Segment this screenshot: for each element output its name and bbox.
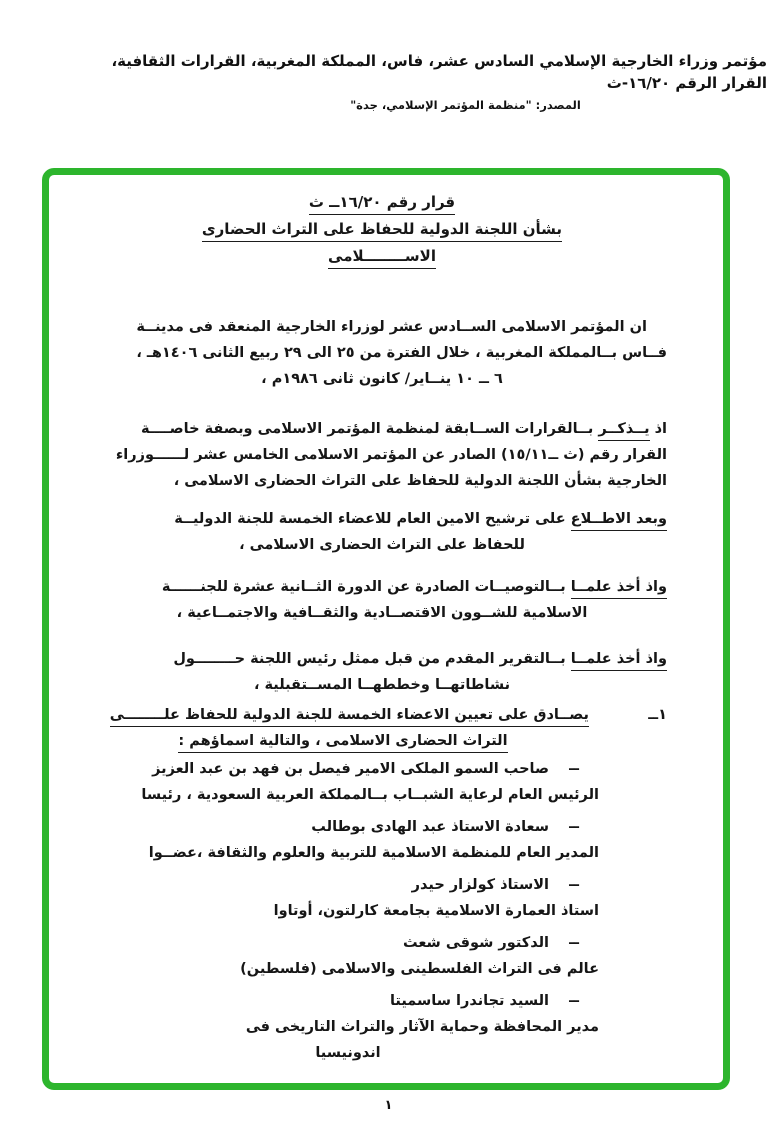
paragraph-line: للحفاظ على التراث الحضارى الاسلامى ، (239, 537, 525, 553)
paragraph-line: ان المؤتمر الاسلامى الســادس عشر لوزراء الخارجية المنعقد فى مدينــة (136, 319, 647, 335)
member-role: عالم فى التراث الفلسطينى والاسلامى (فلسطين) (240, 961, 599, 977)
member-role: استاذ العمارة الاسلامية بجامعة كارلتون، أوتاوا (273, 903, 599, 919)
paragraph-line: وبعد الاطــلاع على ترشيح الامين العام للاعضاء الخمسة للجنة الدوليــة (97, 506, 667, 532)
member-entry-4 (97, 930, 667, 982)
paragraph-line: ٦ ــ ١٠ ينــاير/ كانون ثانى ١٩٨٦م ، (261, 371, 503, 387)
paragraph-line: القرار رقم (ث ــ١٥/١١) الصادر عن المؤتمر الاسلامى الخامس عشر لــــــوزراء (115, 447, 667, 463)
paragraph-2 (97, 416, 667, 494)
item-line (97, 702, 589, 728)
member-name: صاحب السمو الملكى الامير فيصل بن فهد بن عبد العزيز (152, 761, 549, 777)
member-entry-5 (97, 988, 667, 1066)
document-content (49, 175, 723, 1066)
resolution-title-line-1: قرار رقم ١٦/٢٠ــ ث (97, 189, 667, 216)
member-entry-1 (97, 756, 667, 808)
paragraph-line: الخارجية بشأن اللجنة الدولية للحفاظ على التراث الحضارى الاسلامى ، (173, 473, 667, 489)
member-name: سعادة الاستاذ عبد الهادى بوطالب (311, 819, 549, 835)
underlined-text: التراث الحضارى الاسلامى ، والتالية اسماؤهم : (178, 733, 507, 753)
member-name: الاستاذ كولزار حيدر (411, 877, 549, 893)
member-role: مدير المحافظة وحماية الآثار والتراث التاريخى فى (245, 1019, 599, 1035)
page-header (0, 50, 777, 112)
paragraph-line: فــاس بــالمملكة المغربية ، خلال الفترة من ٢٥ الى ٢٩ ربيع الثانى ١٤٠٦هـ ، (136, 345, 667, 361)
underlined-text: يصــادق على تعيين الاعضاء الخمسة للجنة الدولية للحفاظ علــــــــى (110, 707, 589, 727)
paragraph-3 (97, 506, 667, 558)
underlined-lead: وبعد الاطــلاع (571, 511, 667, 531)
underlined-lead: يــذكــر (598, 421, 649, 441)
dash-marker-icon: ــ (569, 874, 579, 890)
dash-marker-icon: ــ (569, 990, 579, 1006)
operative-item-1 (97, 702, 667, 754)
member-role: الرئيس العام لرعاية الشبــاب بــالمملكة العربية السعودية ، رئيسا (141, 787, 599, 803)
item-number: ١ــ (648, 707, 667, 723)
member-entry-2 (97, 814, 667, 866)
resolution-title-line-2: بشأن اللجنة الدولية للحفاظ على التراث الحضارى (97, 216, 667, 243)
source-line: المصدر: "منظمة المؤتمر الإسلامي، جدة" (350, 98, 581, 112)
paragraph-4 (97, 574, 667, 626)
paragraph-line: واذ أخذ علمــا بــالتقرير المقدم من قبل ممثل رئيس اللجنة حــــــــول (97, 646, 667, 672)
dash-marker-icon: ــ (569, 932, 579, 948)
paragraph-1 (97, 314, 667, 392)
paragraph-line: واذ أخذ علمــا بــالتوصيــات الصادرة عن الدورة الثــانية عشرة للجنــــــة (97, 574, 667, 600)
paragraph-line: نشاطاتهــا وخططهــا المســتقبلية ، (253, 677, 511, 693)
resolution-title (97, 189, 667, 270)
member-name: الدكتور شوقى شعث (403, 935, 549, 951)
underlined-lead: واذ أخذ علمــا (571, 651, 667, 671)
underlined-lead: واذ أخذ علمــا (571, 579, 667, 599)
member-role: المدير العام للمنظمة الاسلامية للتربية والعلوم والثقافة ،عضــوا (148, 845, 599, 861)
paragraph-5 (97, 646, 667, 698)
member-name: السيد تجاندرا ساسميتا (389, 993, 549, 1009)
resolution-title-line-3: الاســــــــلامى (97, 243, 667, 270)
page-number: ١ (384, 1098, 393, 1113)
members-list (97, 756, 667, 1066)
document-frame (42, 168, 730, 1090)
member-entry-3 (97, 872, 667, 924)
paragraph-line: اذ يــذكــر بــالقرارات الســابقة لمنظمة المؤتمر الاسلامى وبصفة خاصــــة (97, 416, 667, 442)
dash-marker-icon: ــ (569, 758, 579, 774)
item-lines (97, 702, 615, 754)
member-role-continuation: اندونيسيا (315, 1045, 381, 1061)
dash-marker-icon: ــ (569, 816, 579, 832)
conference-header-line: مؤتمر وزراء الخارجية الإسلامي السادس عشر، فاس، المملكة المغربية، القرارات الثقافية، القرار الرقم ١٦/٢٠-ث (111, 52, 767, 92)
paragraph-line: الاسلامية للشــوون الاقتصــادية والثقــافية والاجتمــاعية ، (176, 605, 588, 621)
paragraphs (97, 314, 667, 698)
item-line (97, 728, 589, 754)
